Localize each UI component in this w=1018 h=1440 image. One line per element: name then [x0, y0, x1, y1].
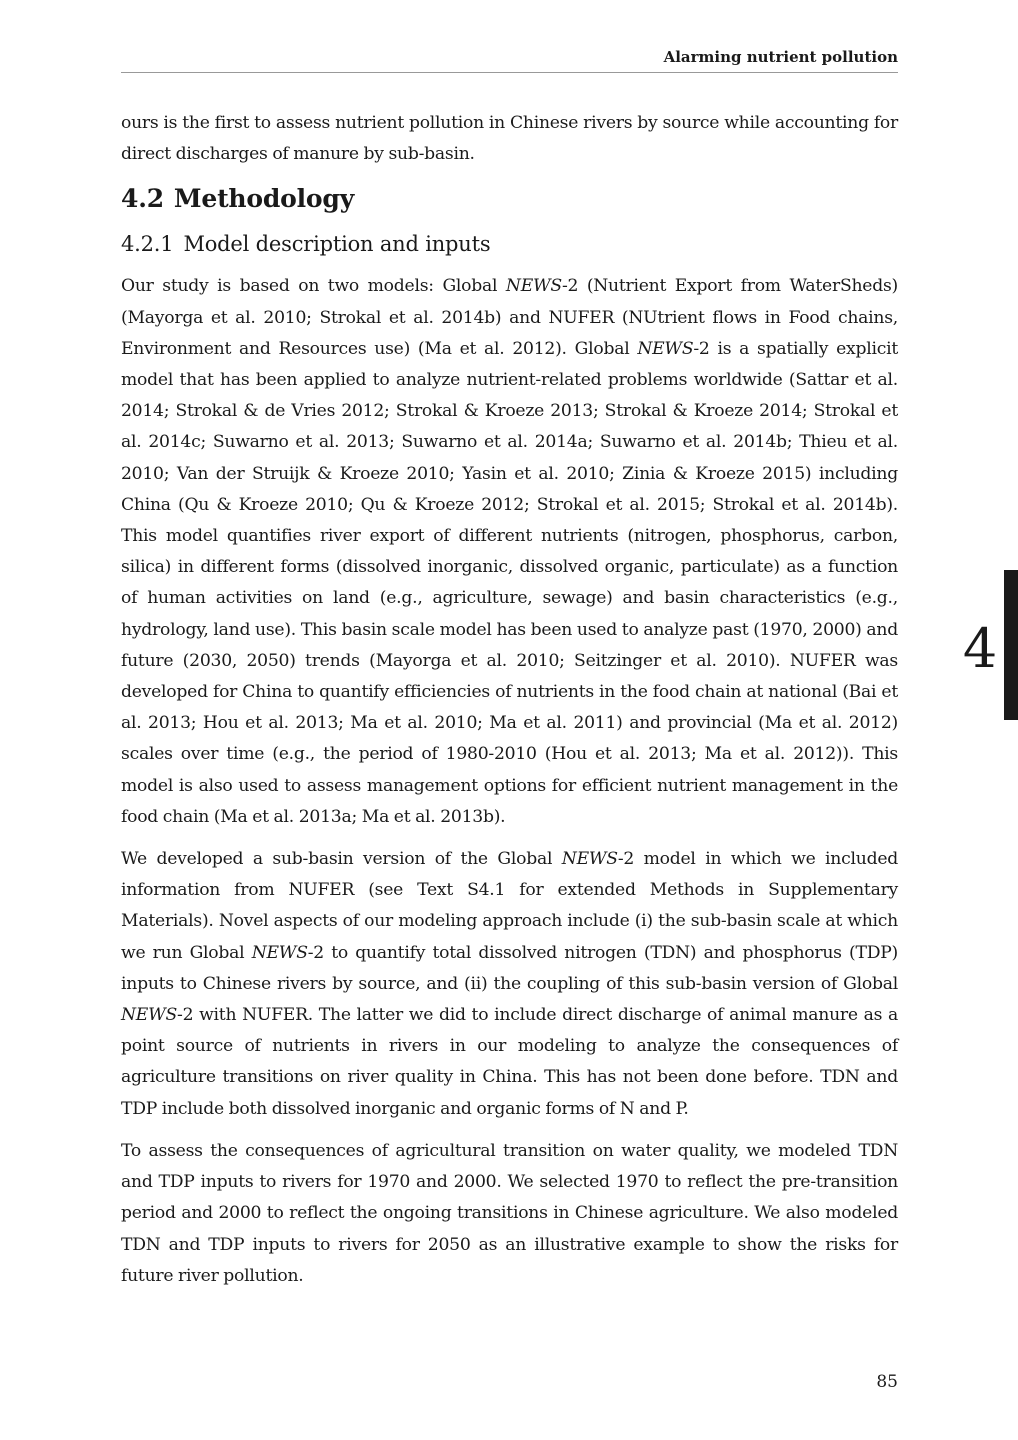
- text-run: -2 is a spatially explicit model that has been applied to analyze nutrient-related problems worldwide (Sattar et al. 2014; Strokal & de Vries 2012; Strokal & Kroeze 2013; Strokal & Kroeze 2014; Strokal et al. 2014c; Suwarno et al. 2013; Suwarno et al. 2014a; Suwarno et al. 2014b; Thieu et al. 2010; Van der Struijk & Kroeze 2010; Yasin et al. 2010; Zinia & Kroeze 2015) including China (Qu & Kroeze 2010; Qu & Kroeze 2012; Strokal et al. 2015; Strokal et al. 2014b). This model quantifies river export of different nutrients (nitrogen, phosphorus, carbon, silica) in different forms (dissolved inorganic, dissolved organic, particulate) as a function of human activities on land (e.g., agriculture, sewage) and basin characteristics (e.g., hydrology, land use). This basin scale model has been used to analyze past (1970, 2000) and future (2030, 2050) trends (Mayorga et al. 2010; Seitzinger et al. 2010). NUFER was developed for China to quantify efficiencies of nutrients in the food chain at national (Bai et al. 2013; Hou et al. 2013; Ma et al. 2010; Ma et al. 2011) and provincial (Ma et al. 2012) scales over time (e.g., the period of 1980-2010 (Hou et al. 2013; Ma et al. 2012)). This model is also used to assess management options for efficient nutrient management in the food chain (Ma et al. 2013a; Ma et al. 2013b).: [121, 338, 898, 827]
- paragraph-models: [121, 271, 898, 833]
- subsection-title: Model description and inputs: [183, 232, 491, 257]
- model-name-italic: NEWS: [121, 1005, 178, 1026]
- section-title: Methodology: [173, 184, 355, 214]
- text-run: -2 (Nutrient Export from WaterSheds) (Mayorga et al. 2010; Strokal et al. 2014b) and NUFER (NUtrient flows in Food chains, Environment and Resources use) (Ma et al. 2012). Global: [121, 276, 898, 359]
- text-run: Our study is based on two models: Global: [121, 276, 506, 297]
- model-name-italic: NEWS: [251, 942, 308, 963]
- paragraph-scenarios: To assess the consequences of agricultural transition on water quality, we modeled TDN and TDP inputs to rivers for 1970 and 2000. We selected 1970 to reflect the pre-transition period and 2000 to reflect the ongoing transitions in Chinese agriculture. We also modeled TDN and TDP inputs to rivers for 2050 as an illustrative example to show the risks for future river pollution.: [121, 1140, 898, 1286]
- chapter-tab-bar: [1004, 570, 1018, 720]
- page-number: 85: [876, 1372, 898, 1392]
- paragraph-sub-basin: [121, 844, 898, 1125]
- model-name-italic: NEWS: [505, 276, 562, 297]
- running-header: Alarming nutrient pollution: [663, 48, 898, 66]
- text-run: -2 model in which we included information from NUFER (see Text S4.1 for extended Methods in Supplementary Materials). Novel aspects of our modeling approach include (i) the sub-basin scale at which we run Global: [121, 849, 898, 963]
- subsection-number: 4.2.1: [121, 232, 174, 257]
- model-name-italic: NEWS: [561, 849, 618, 870]
- model-name-italic: NEWS: [637, 338, 694, 359]
- subsection-heading: [121, 229, 898, 259]
- text-run: We developed a sub-basin version of the Global: [121, 849, 562, 870]
- page-body: [121, 108, 898, 1303]
- text-run: -2 with NUFER. The latter we did to include direct discharge of animal manure as a point source of nutrients in rivers in our modeling to analyze the consequences of agriculture transitions on river quality in China. This has not been done before. TDN and TDP include both dissolved inorganic and organic forms of N and P.: [121, 1005, 898, 1119]
- section-heading: [121, 181, 898, 217]
- chapter-number: 4: [962, 617, 998, 680]
- paragraph-intro-continuation: ours is the first to assess nutrient pollution in Chinese rivers by source while accounting for direct discharges of manure by sub-basin.: [121, 113, 898, 165]
- section-number: 4.2: [121, 184, 164, 214]
- header-rule: [121, 72, 898, 73]
- text-run: -2 to quantify total dissolved nitrogen (TDN) and phosphorus (TDP) inputs to Chinese rivers by source, and (ii) the coupling of this sub-basin version of Global: [121, 942, 898, 994]
